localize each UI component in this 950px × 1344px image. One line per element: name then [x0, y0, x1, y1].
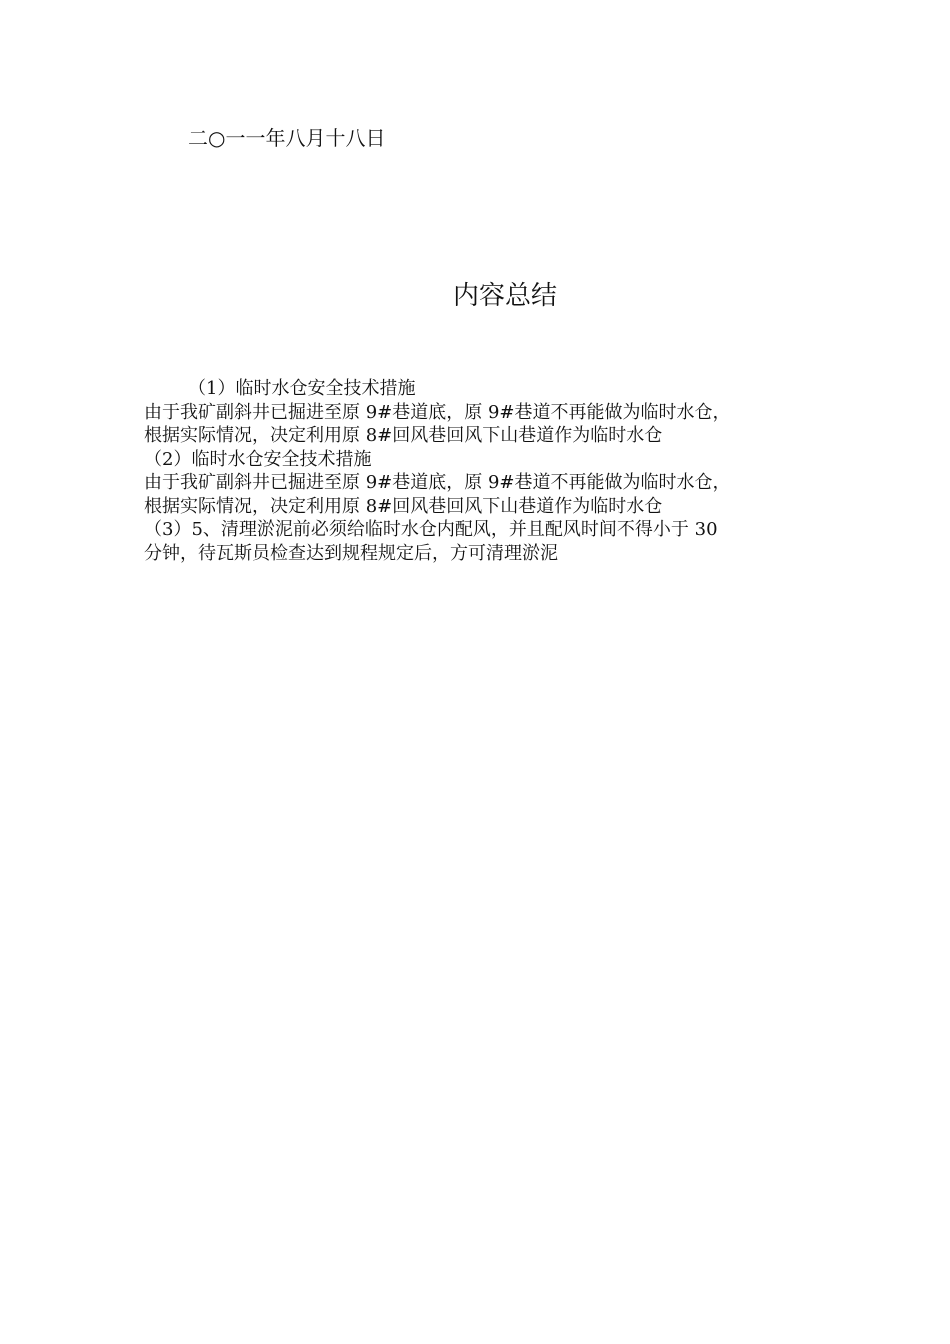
- summary-line: 根据实际情况，决定利用原 8#回风巷回风下山巷道作为临时水仓: [144, 425, 663, 446]
- summary-title: 内容总结: [452, 281, 557, 311]
- summary-line: 由于我矿副斜井已掘进至原 9#巷道底，原 9#巷道不再能做为临时水仓，: [144, 401, 731, 423]
- summary-body: [144, 377, 824, 565]
- document-date: 二○一一年八月十八日: [188, 126, 386, 150]
- summary-line: （2）临时水仓安全技术措施: [144, 448, 372, 470]
- summary-line: 分钟，待瓦斯员检查达到规程规定后，方可清理淤泥: [144, 542, 558, 564]
- summary-line: 由于我矿副斜井已掘进至原 9#巷道底，原 9#巷道不再能做为临时水仓，: [144, 472, 731, 493]
- summary-line: （3）5、清理淤泥前必须给临时水仓内配风，并且配风时间不得小于 30: [144, 519, 718, 540]
- summary-line: （1）临时水仓安全技术措施: [188, 378, 416, 399]
- summary-line: 根据实际情况，决定利用原 8#回风巷回风下山巷道作为临时水仓: [144, 495, 663, 517]
